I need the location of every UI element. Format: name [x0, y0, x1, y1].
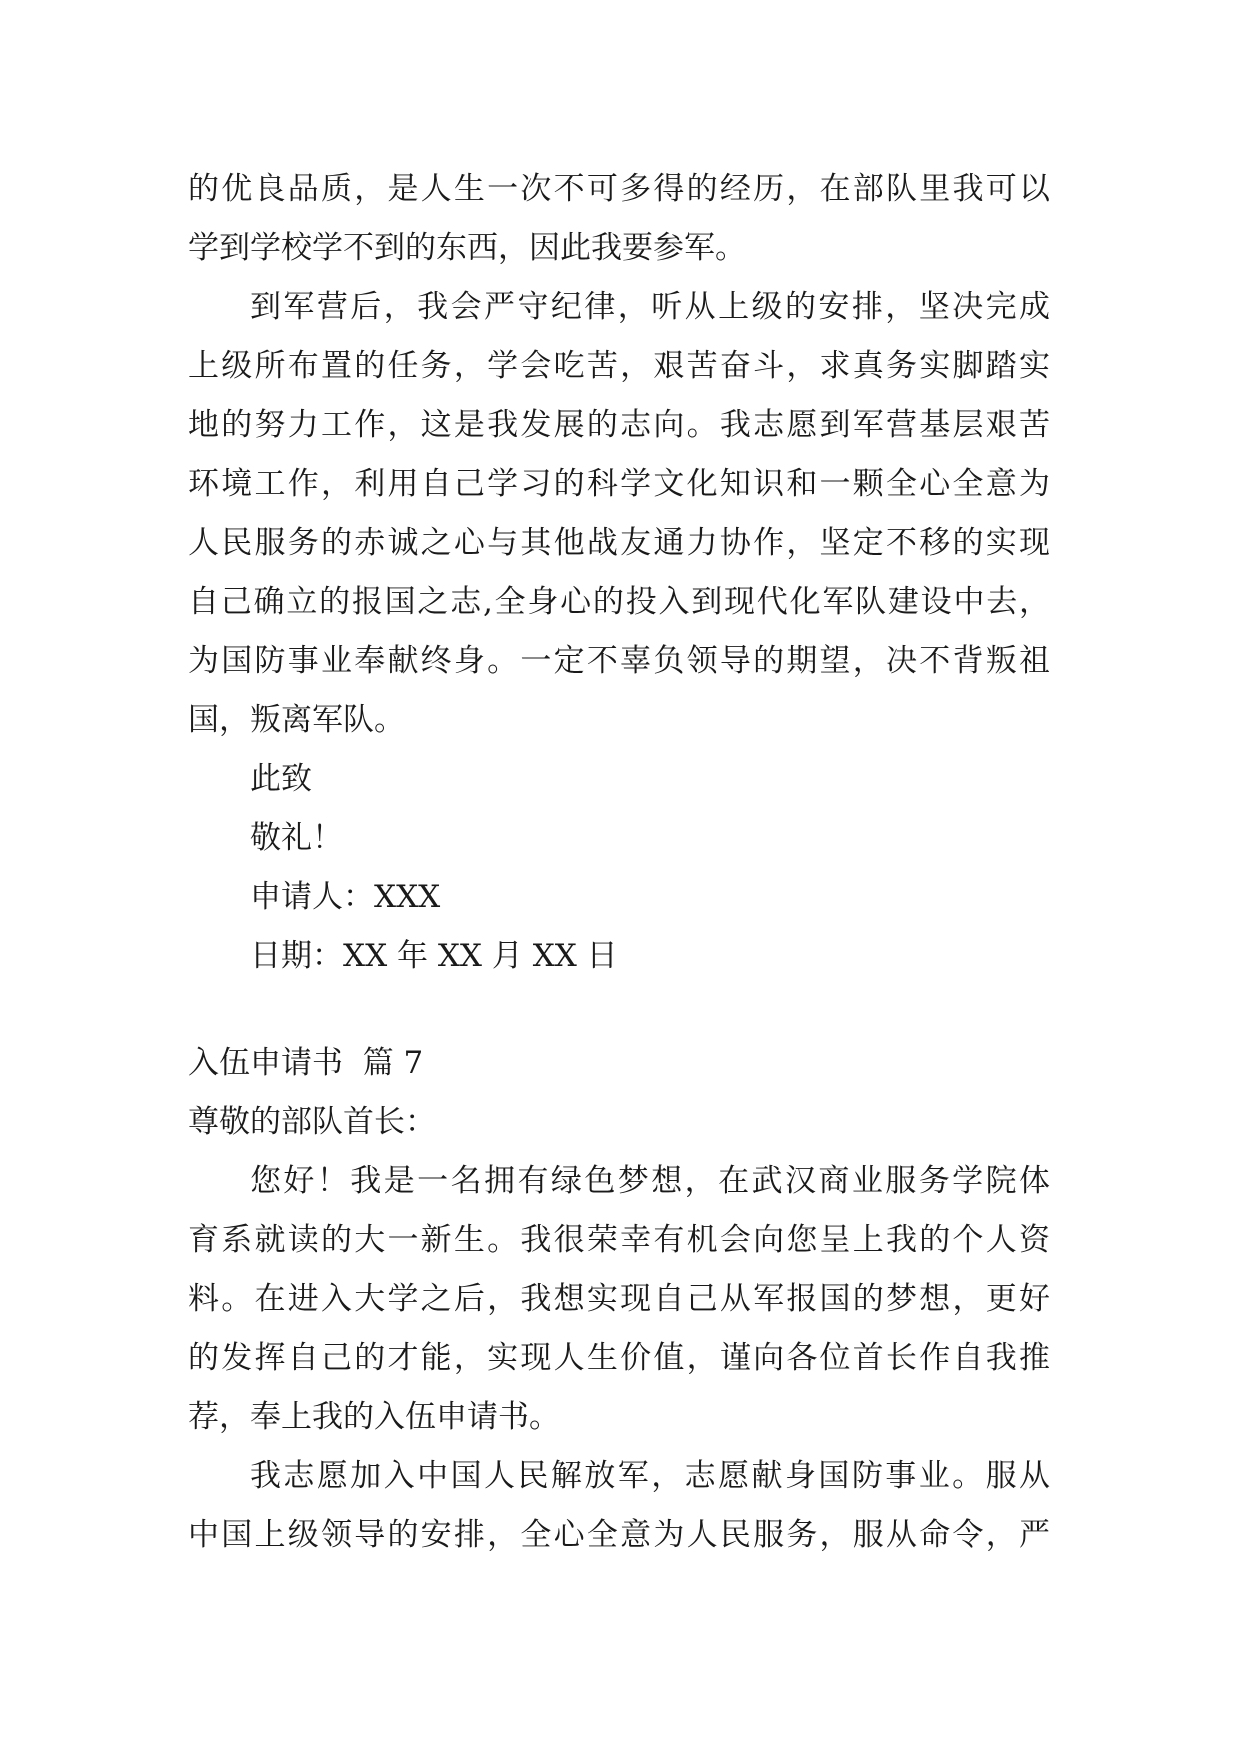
- closing-line: 此致: [250, 761, 312, 797]
- text-line: 人民服务的赤诚之心与其他战友通力协作，坚定不移的实现: [188, 525, 1050, 561]
- text-line: 为国防事业奉献终身。一定不辜负领导的期望，决不背叛祖: [188, 643, 1050, 679]
- application-date: 日期：XX 年 XX 月 XX 日: [250, 938, 618, 974]
- closing-block: [188, 750, 1050, 986]
- text-line: 学到学校学不到的东西，因此我要参军。: [188, 230, 746, 266]
- paragraph-continued: [188, 160, 1050, 278]
- salutation: 尊敬的部队首长：: [188, 1104, 436, 1140]
- applicant-signature: 申请人：XXX: [250, 879, 441, 915]
- text-line: 您好！我是一名拥有绿色梦想，在武汉商业服务学院体: [250, 1163, 1050, 1199]
- text-line: 环境工作，利用自己学习的科学文化知识和一颗全心全意为: [188, 466, 1050, 502]
- text-line: 的优良品质，是人生一次不可多得的经历，在部队里我可以: [188, 171, 1050, 207]
- section-heading: [188, 1034, 1050, 1093]
- text-line: 荐，奉上我的入伍申请书。: [188, 1399, 560, 1435]
- text-line: 自己确立的报国之志,全身心的投入到现代化军队建设中去，: [188, 584, 1050, 620]
- closing-salute: 敬礼！: [250, 820, 343, 856]
- text-line: 国，叛离军队。: [188, 702, 405, 738]
- text-line: 中国上级领导的安排，全心全意为人民服务，服从命令，严: [188, 1517, 1050, 1553]
- text-line: 到军营后，我会严守纪律，听从上级的安排，坚决完成: [250, 289, 1050, 325]
- paragraph-volunteer: [188, 1447, 1050, 1565]
- text-line: 育系就读的大一新生。我很荣幸有机会向您呈上我的个人资: [188, 1222, 1050, 1258]
- text-line: 上级所布置的任务，学会吃苦，艰苦奋斗，求真务实脚踏实: [188, 348, 1050, 384]
- section-spacer: [188, 986, 1050, 1034]
- text-line: 我志愿加入中国人民解放军，志愿献身国防事业。服从: [250, 1458, 1050, 1494]
- document-page: [188, 160, 1050, 1565]
- section-title: 入伍申请书 篇 7: [188, 1045, 424, 1081]
- text-line: 的发挥自己的才能，实现人生价值，谨向各位首长作自我推: [188, 1340, 1050, 1376]
- text-line: 料。在进入大学之后，我想实现自己从军报国的梦想，更好: [188, 1281, 1050, 1317]
- paragraph-commitment: [188, 278, 1050, 750]
- paragraph-intro: [188, 1152, 1050, 1447]
- text-line: 地的努力工作，这是我发展的志向。我志愿到军营基层艰苦: [188, 407, 1050, 443]
